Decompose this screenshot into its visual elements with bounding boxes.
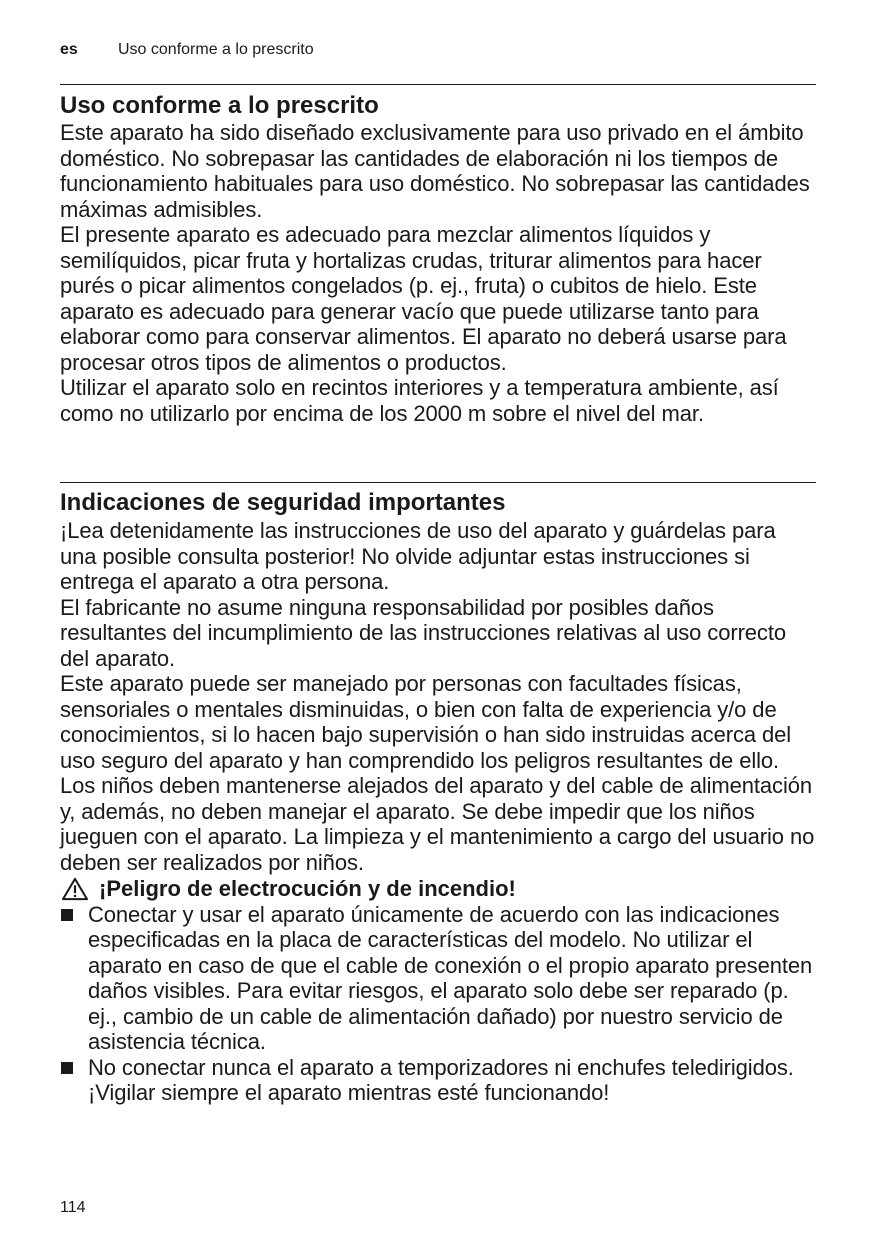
paragraph: El fabricante no asume ninguna responsabilidad por posibles daños resultantes del incumplimiento de las instrucciones relativas al uso correcto del aparato. xyxy=(60,594,786,671)
bullet-square-icon xyxy=(60,1055,88,1106)
list-item xyxy=(60,1055,816,1106)
section-heading: Uso conforme a lo prescrito xyxy=(60,92,379,119)
running-header-title: Uso conforme a lo prescrito xyxy=(118,41,314,58)
page-number: 114 xyxy=(60,1199,86,1216)
paragraph: Este aparato puede ser manejado por personas con facultades físicas, sensoriales o mentales disminuidas, o bien con falta de experiencia y/o de conocimientos, si lo hacen bajo supervisión o han sido instruidas acerca del uso seguro del aparato y han comprendido los peligros resultantes de ello. Los niños deben mantenerse alejados del aparato y del cable de alimentación y, además, no deben manejar el aparato. Se debe impedir que los niños jueguen con el aparato. La limpieza y el mantenimiento a cargo del usuario no deben ser realizados por niños. xyxy=(60,671,815,875)
section-heading: Indicaciones de seguridad importantes xyxy=(60,489,506,516)
list-item xyxy=(60,902,816,1055)
list-item-text: Conectar y usar el aparato únicamente de acuerdo con las indicaciones especificadas en la placa de características del modelo. No utilizar el aparato en caso de que el cable de conexión o el propio aparato presenten daños visibles. Para evitar riesgos, el aparato solo debe ser reparado (p. ej., cambio de un cable de alimentación dañado) por nuestro servicio de asistencia técnica. xyxy=(88,901,813,1054)
warning-triangle-icon xyxy=(60,877,90,901)
list-item-text: No conectar nunca el aparato a temporizadores ni enchufes teledirigidos. ¡Vigilar siempre el aparato mientras esté funcionando! xyxy=(88,1054,794,1105)
running-header xyxy=(60,40,314,60)
warning-list xyxy=(60,902,816,1106)
language-code: es xyxy=(60,41,78,58)
warning-title: ¡Peligro de electrocución y de incendio! xyxy=(99,876,516,901)
paragraph: Este aparato ha sido diseñado exclusivamente para uso privado en el ámbito doméstico. No sobrepasar las cantidades de elaboración ni los tiempos de funcionamiento habituales para uso doméstico. No sobrepasar las cantidades máximas admisibles. xyxy=(60,120,810,222)
paragraph: ¡Lea detenidamente las instrucciones de uso del aparato y guárdelas para una posible consulta posterior! No olvide adjuntar estas instrucciones si entrega el aparato a otra persona. xyxy=(60,518,776,594)
bullet-square-icon xyxy=(60,902,88,1055)
document-page xyxy=(60,0,816,1241)
paragraph: Utilizar el aparato solo en recintos interiores y a temperatura ambiente, así como no utilizarlo por encima de los 2000 m sobre el nivel del mar. xyxy=(60,375,779,426)
warning-heading xyxy=(60,876,816,902)
paragraph: El presente aparato es adecuado para mezclar alimentos líquidos y semilíquidos, picar fruta y hortalizas crudas, triturar alimentos para hacer purés o picar alimentos congelados (p. ej., fruta) o cubitos de hielo. Este aparato es adecuado para generar vacío que puede utilizarse tanto para elaborar como para conservar alimentos. El aparato no deberá usarse para procesar otros tipos de alimentos o productos. xyxy=(60,222,787,375)
section-divider xyxy=(60,84,816,85)
section-safety-instructions xyxy=(60,482,816,1106)
section-divider xyxy=(60,482,816,483)
section-intended-use xyxy=(60,84,816,426)
